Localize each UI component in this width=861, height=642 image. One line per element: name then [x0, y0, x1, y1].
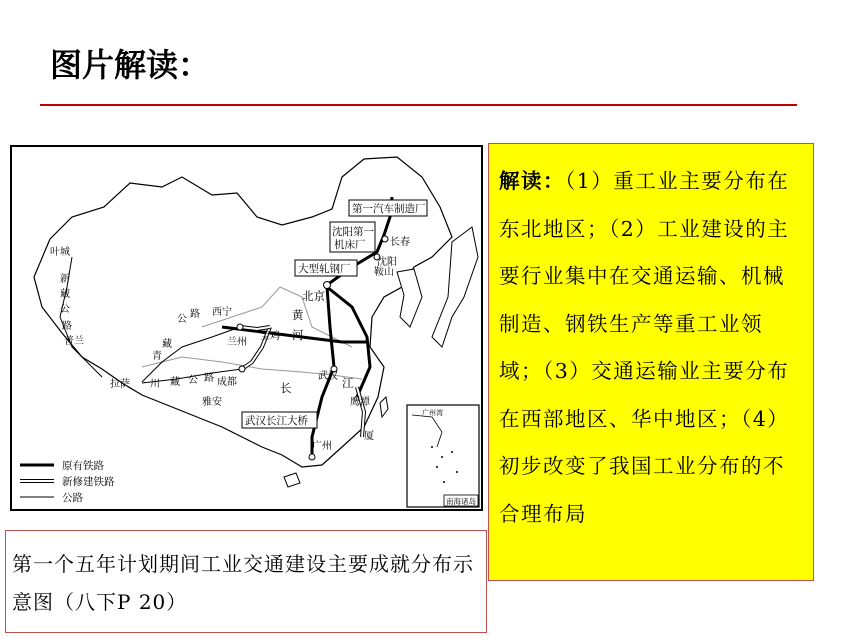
shenyang-factory-line2: 机床厂 — [334, 239, 366, 251]
qingzang-char-1: 青 — [152, 351, 162, 362]
chengdu-marker — [239, 366, 245, 372]
beijing-marker — [324, 282, 331, 289]
huanghe-char-2: 河 — [292, 328, 304, 342]
chuanzang-char-2: 藏 — [170, 377, 180, 388]
taiwan-island — [380, 397, 388, 417]
steel-plant-label-box — [295, 260, 357, 276]
inset-bottom-label: 南海诸岛 — [446, 497, 476, 506]
explanation-body: （1）重工业主要分布在东北地区；（2）工业建设的主要行业集中在交通运输、机械制造、钢铁生产等重工业领域；（3）交通运输业主要分布在西部地区、华中地区；（4）初步改变了我国工业分布的不合理布局 — [499, 169, 790, 526]
qingzang-char-2: 藏 — [162, 339, 172, 350]
wuhan-bridge-label-box — [242, 412, 317, 428]
faw-label-box — [349, 200, 427, 216]
chengdu-label: 成都 — [217, 377, 237, 388]
yecheng-label: 叶城 — [50, 247, 70, 258]
changjiang-char-1: 长 — [280, 381, 292, 395]
shenyang-label: 沈阳 — [377, 257, 397, 268]
chuanzang-char-1: 川 — [150, 379, 160, 390]
chuanzang-char-4: 路 — [204, 373, 214, 384]
changjiang-char-2: 江 — [342, 376, 354, 390]
guangzhou-marker — [309, 454, 315, 460]
xinzang-char-4: 路 — [62, 321, 72, 332]
xinzang-char-1: 新 — [60, 274, 70, 285]
faw-label: 第一汽车制造厂 — [352, 203, 426, 215]
anshan-label: 鞍山 — [374, 267, 394, 278]
wuhan-bridge-label: 武汉长江大桥 — [245, 415, 308, 427]
xining-label: 西宁 — [212, 307, 232, 318]
qingzang-char-3: 公 — [177, 314, 187, 325]
legend-new-railway: 新修建铁路 — [62, 476, 115, 488]
lanzhou-label: 兰州 — [227, 337, 247, 348]
changchun-marker — [382, 236, 388, 242]
yingtan-label: 鹰潭 — [350, 397, 370, 408]
lhasa-label: 拉萨 — [110, 379, 130, 390]
lanzhou-marker — [237, 324, 243, 330]
pulan-label: 普兰 — [64, 336, 84, 347]
wuhan-label: 武汉 — [318, 371, 338, 382]
page-heading: 图片解读： — [50, 46, 211, 84]
china-industry-map — [10, 145, 483, 511]
legend-old-railway: 原有铁路 — [62, 460, 104, 472]
steel-plant-label: 大型轧钢厂 — [298, 263, 351, 275]
heading-divider — [40, 104, 797, 106]
hainan-island — [284, 473, 300, 487]
map-svg — [12, 147, 481, 509]
shenyang-factory-label-box — [330, 222, 375, 252]
inset-top-label: 广州湾 — [422, 409, 443, 417]
xinzang-char-3: 公 — [60, 304, 70, 315]
chuanzang-char-3: 公 — [188, 375, 198, 386]
explanation-box — [488, 143, 814, 581]
qingzang-char-4: 路 — [190, 309, 200, 320]
guangzhou-label: 广州 — [312, 441, 332, 452]
korea-peninsula — [397, 269, 422, 327]
changchun-label: 长春 — [390, 237, 410, 248]
explanation-prefix: 解读： — [499, 169, 565, 193]
huanghe-char-1: 黄 — [292, 308, 304, 322]
map-legend — [20, 459, 115, 504]
beijing-label: 北京 — [302, 289, 325, 303]
south-china-sea-inset — [407, 405, 479, 507]
legend-highway: 公路 — [62, 492, 83, 504]
baoji-label: 宝鸡 — [260, 331, 280, 342]
shenyang-factory-line1: 沈阳第一 — [332, 226, 374, 238]
xiamen-label: 厦 — [364, 431, 374, 442]
yaan-label: 雅安 — [202, 397, 222, 408]
xinzang-char-2: 藏 — [60, 289, 70, 300]
map-caption: 第一个五年计划期间工业交通建设主要成就分布示意图（八下P 20） — [5, 530, 487, 633]
